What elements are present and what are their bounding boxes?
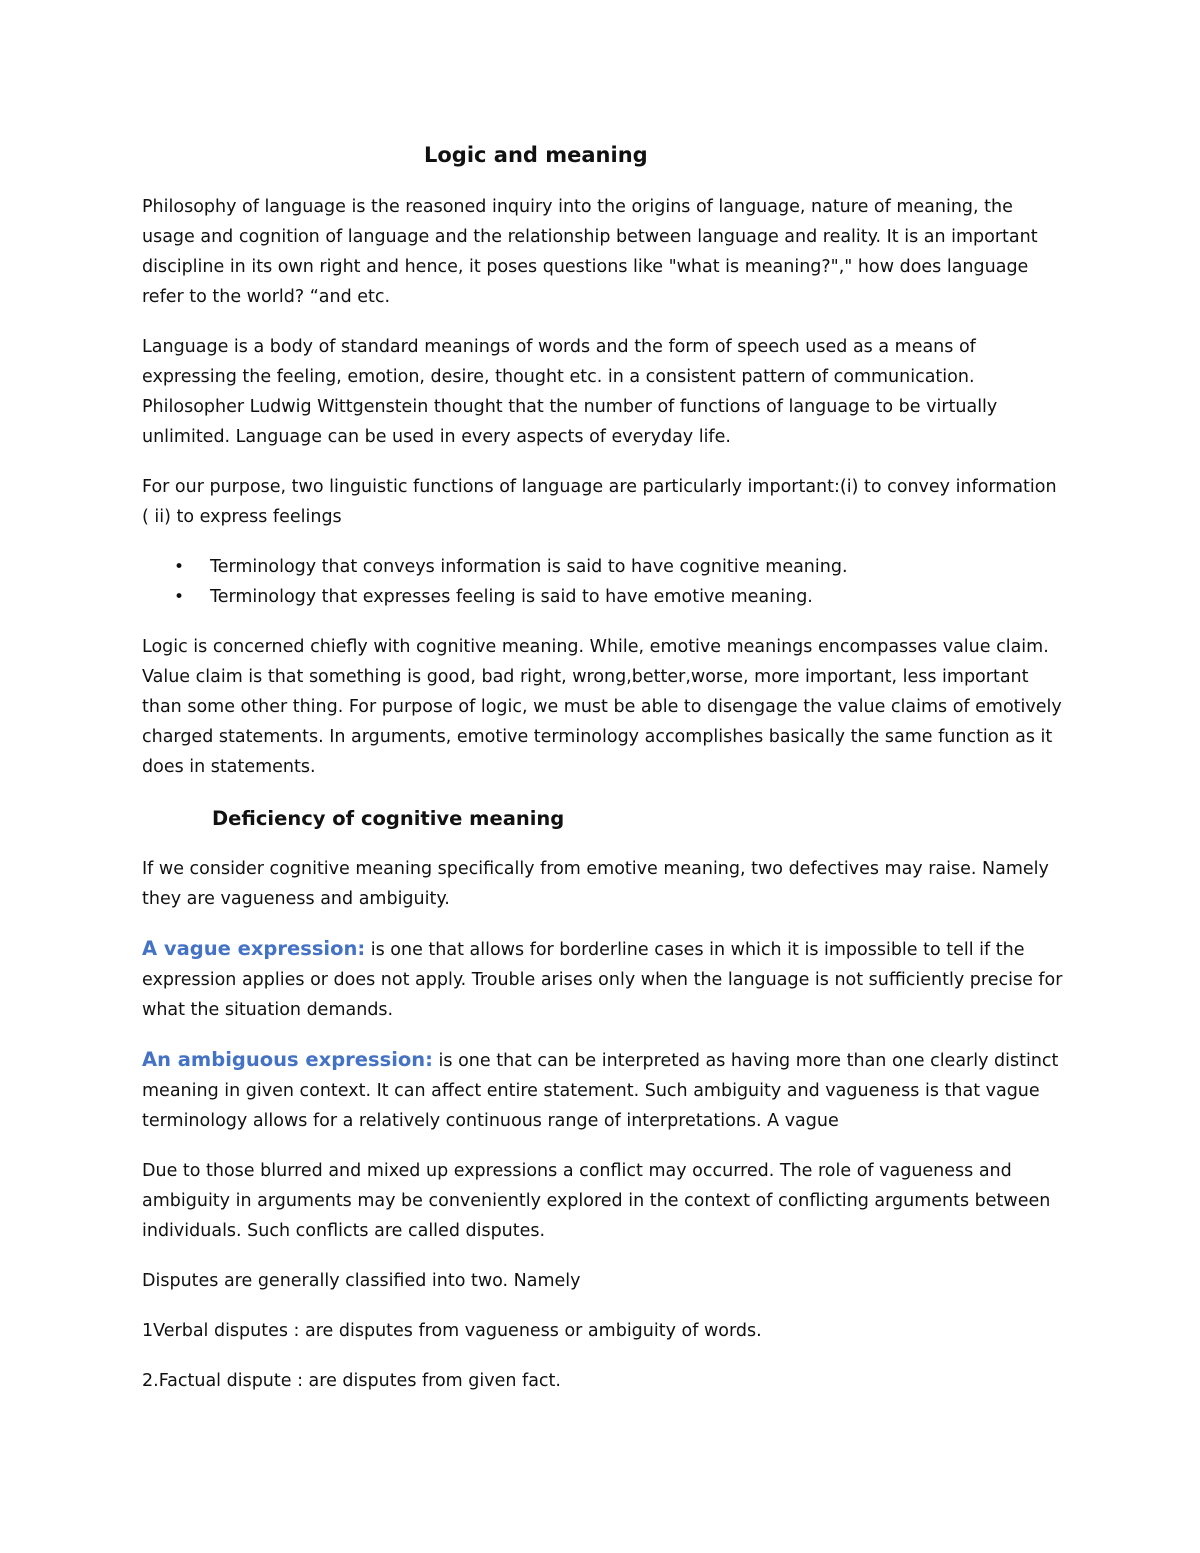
paragraph-disputes-classified: Disputes are generally classified into two. Namely [142,1271,581,1291]
paragraph-ambiguous-expression [142,1045,1072,1136]
section-heading-deficiency: Deficiency of cognitive meaning [212,807,565,830]
paragraph-logic-cognitive: Logic is concerned chiefly with cognitive meaning. While, emotive meanings encompasses value claim. Value claim is that something is good, bad right, wrong,better,worse, more important, less important than some other thing. For purpose of logic, we must be able to disengage the value claims of emotively charged statements. In arguments, emotive terminology accomplishes basically the same function as it does in statements. [142,637,1062,777]
bullet-icon: • [174,557,185,577]
term-vague-expression: A vague expression: [142,937,366,960]
paragraph-verbal-disputes: 1Verbal disputes : are disputes from vagueness or ambiguity of words. [142,1321,762,1341]
definition-vague-expression: is one that allows for borderline cases in which it is impossible to tell if the expression applies or does not apply. Trouble arises only when the language is not sufficiently precise for what the situation demands. [142,940,1063,1020]
document-body [142,140,1072,1416]
paragraph-disputes-intro: Due to those blurred and mixed up expressions a conflict may occurred. The role of vagueness and ambiguity in arguments may be conveniently explored in the context of conflicting arguments between individuals. Such conflicts are called disputes. [142,1161,1051,1241]
term-ambiguous-expression: An ambiguous expression: [142,1048,433,1071]
bullet-text: Terminology that expresses feeling is said to have emotive meaning. [210,587,813,607]
paragraph-language-definition: Language is a body of standard meanings of words and the form of speech used as a means of expressing the feeling, emotion, desire, thought etc. in a consistent pattern of communication. Philosopher Ludwig Wittgenstein thought that the number of functions of language to be virtually unlimited. Language can be used in every aspects of everyday life. [142,337,998,447]
bullet-text: Terminology that conveys information is said to have cognitive meaning. [210,557,848,577]
paragraph-factual-dispute: 2.Factual dispute : are disputes from given fact. [142,1371,561,1391]
bullet-icon: • [174,587,185,607]
bullet-item-cognitive [142,552,1072,582]
document-title: Logic and meaning [424,143,648,167]
bullet-item-emotive [142,582,1072,612]
definition-ambiguous-expression: is one that can be interpreted as having more than one clearly distinct meaning in given context. It can affect entire statement. Such ambiguity and vagueness is that vague terminology allows for a relatively continuous range of interpretations. A vague [142,1051,1059,1131]
paragraph-defectives: If we consider cognitive meaning specifically from emotive meaning, two defectives may raise. Namely they are vagueness and ambiguity. [142,859,1049,909]
paragraph-linguistic-functions: For our purpose, two linguistic functions of language are particularly important:(i) to convey information ( ii) to express feelings [142,477,1057,527]
bullet-list-meanings [142,552,1072,612]
paragraph-vague-expression [142,934,1072,1025]
paragraph-philosophy-of-language: Philosophy of language is the reasoned inquiry into the origins of language, nature of meaning, the usage and cognition of language and the relationship between language and reality. It is an important discipline in its own right and hence, it poses questions like "what is meaning?"," how does language refer to the world? “and etc. [142,197,1038,307]
